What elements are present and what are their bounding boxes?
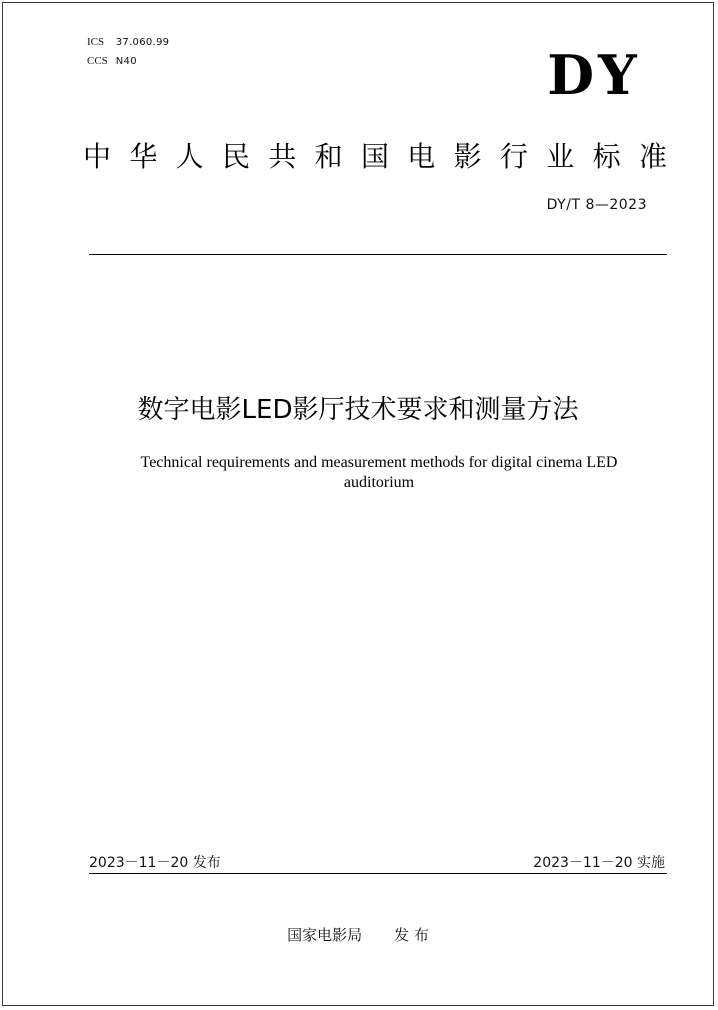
- standard-number: DY/T 8—2023: [546, 197, 647, 213]
- standard-category-header: [83, 137, 667, 177]
- document-title-english: [123, 453, 635, 493]
- publish-action: 发 布: [394, 926, 429, 944]
- header-char: 国: [360, 140, 389, 173]
- ccs-value: N40: [115, 56, 137, 67]
- title-en-line: Technical requirements and measurement methods for digital cinema LED: [140, 454, 618, 471]
- standard-cover-page: [2, 2, 714, 1006]
- header-char: 业: [546, 140, 575, 173]
- ccs-label: CCS: [87, 55, 108, 67]
- ics-value: 37.060.99: [115, 37, 170, 48]
- header-char: 中: [83, 140, 112, 173]
- implementation-date: 2023－11－20 实施: [533, 855, 665, 871]
- header-char: 行: [499, 140, 528, 173]
- header-char: 共: [268, 140, 297, 173]
- document-title-chinese: 数字电影LED影厅技术要求和测量方法: [137, 395, 579, 425]
- header-char: 准: [638, 140, 667, 173]
- ics-label: ICS: [87, 36, 105, 48]
- ics-code: [87, 35, 169, 50]
- header-char: 民: [221, 140, 250, 173]
- dy-logo: DY: [547, 43, 641, 107]
- ccs-code: [87, 54, 137, 69]
- publisher-line: [3, 924, 713, 946]
- title-en-line: auditorium: [343, 474, 415, 491]
- header-char: 影: [453, 140, 482, 173]
- header-char: 电: [407, 140, 436, 173]
- bottom-divider: [89, 873, 667, 874]
- issue-date: 2023－11－20 发布: [89, 855, 221, 871]
- header-char: 标: [592, 140, 621, 173]
- top-divider: [89, 254, 667, 255]
- header-char: 和: [314, 140, 343, 173]
- publisher-name: 国家电影局: [287, 926, 363, 944]
- header-char: 人: [175, 140, 204, 173]
- header-char: 华: [129, 140, 158, 173]
